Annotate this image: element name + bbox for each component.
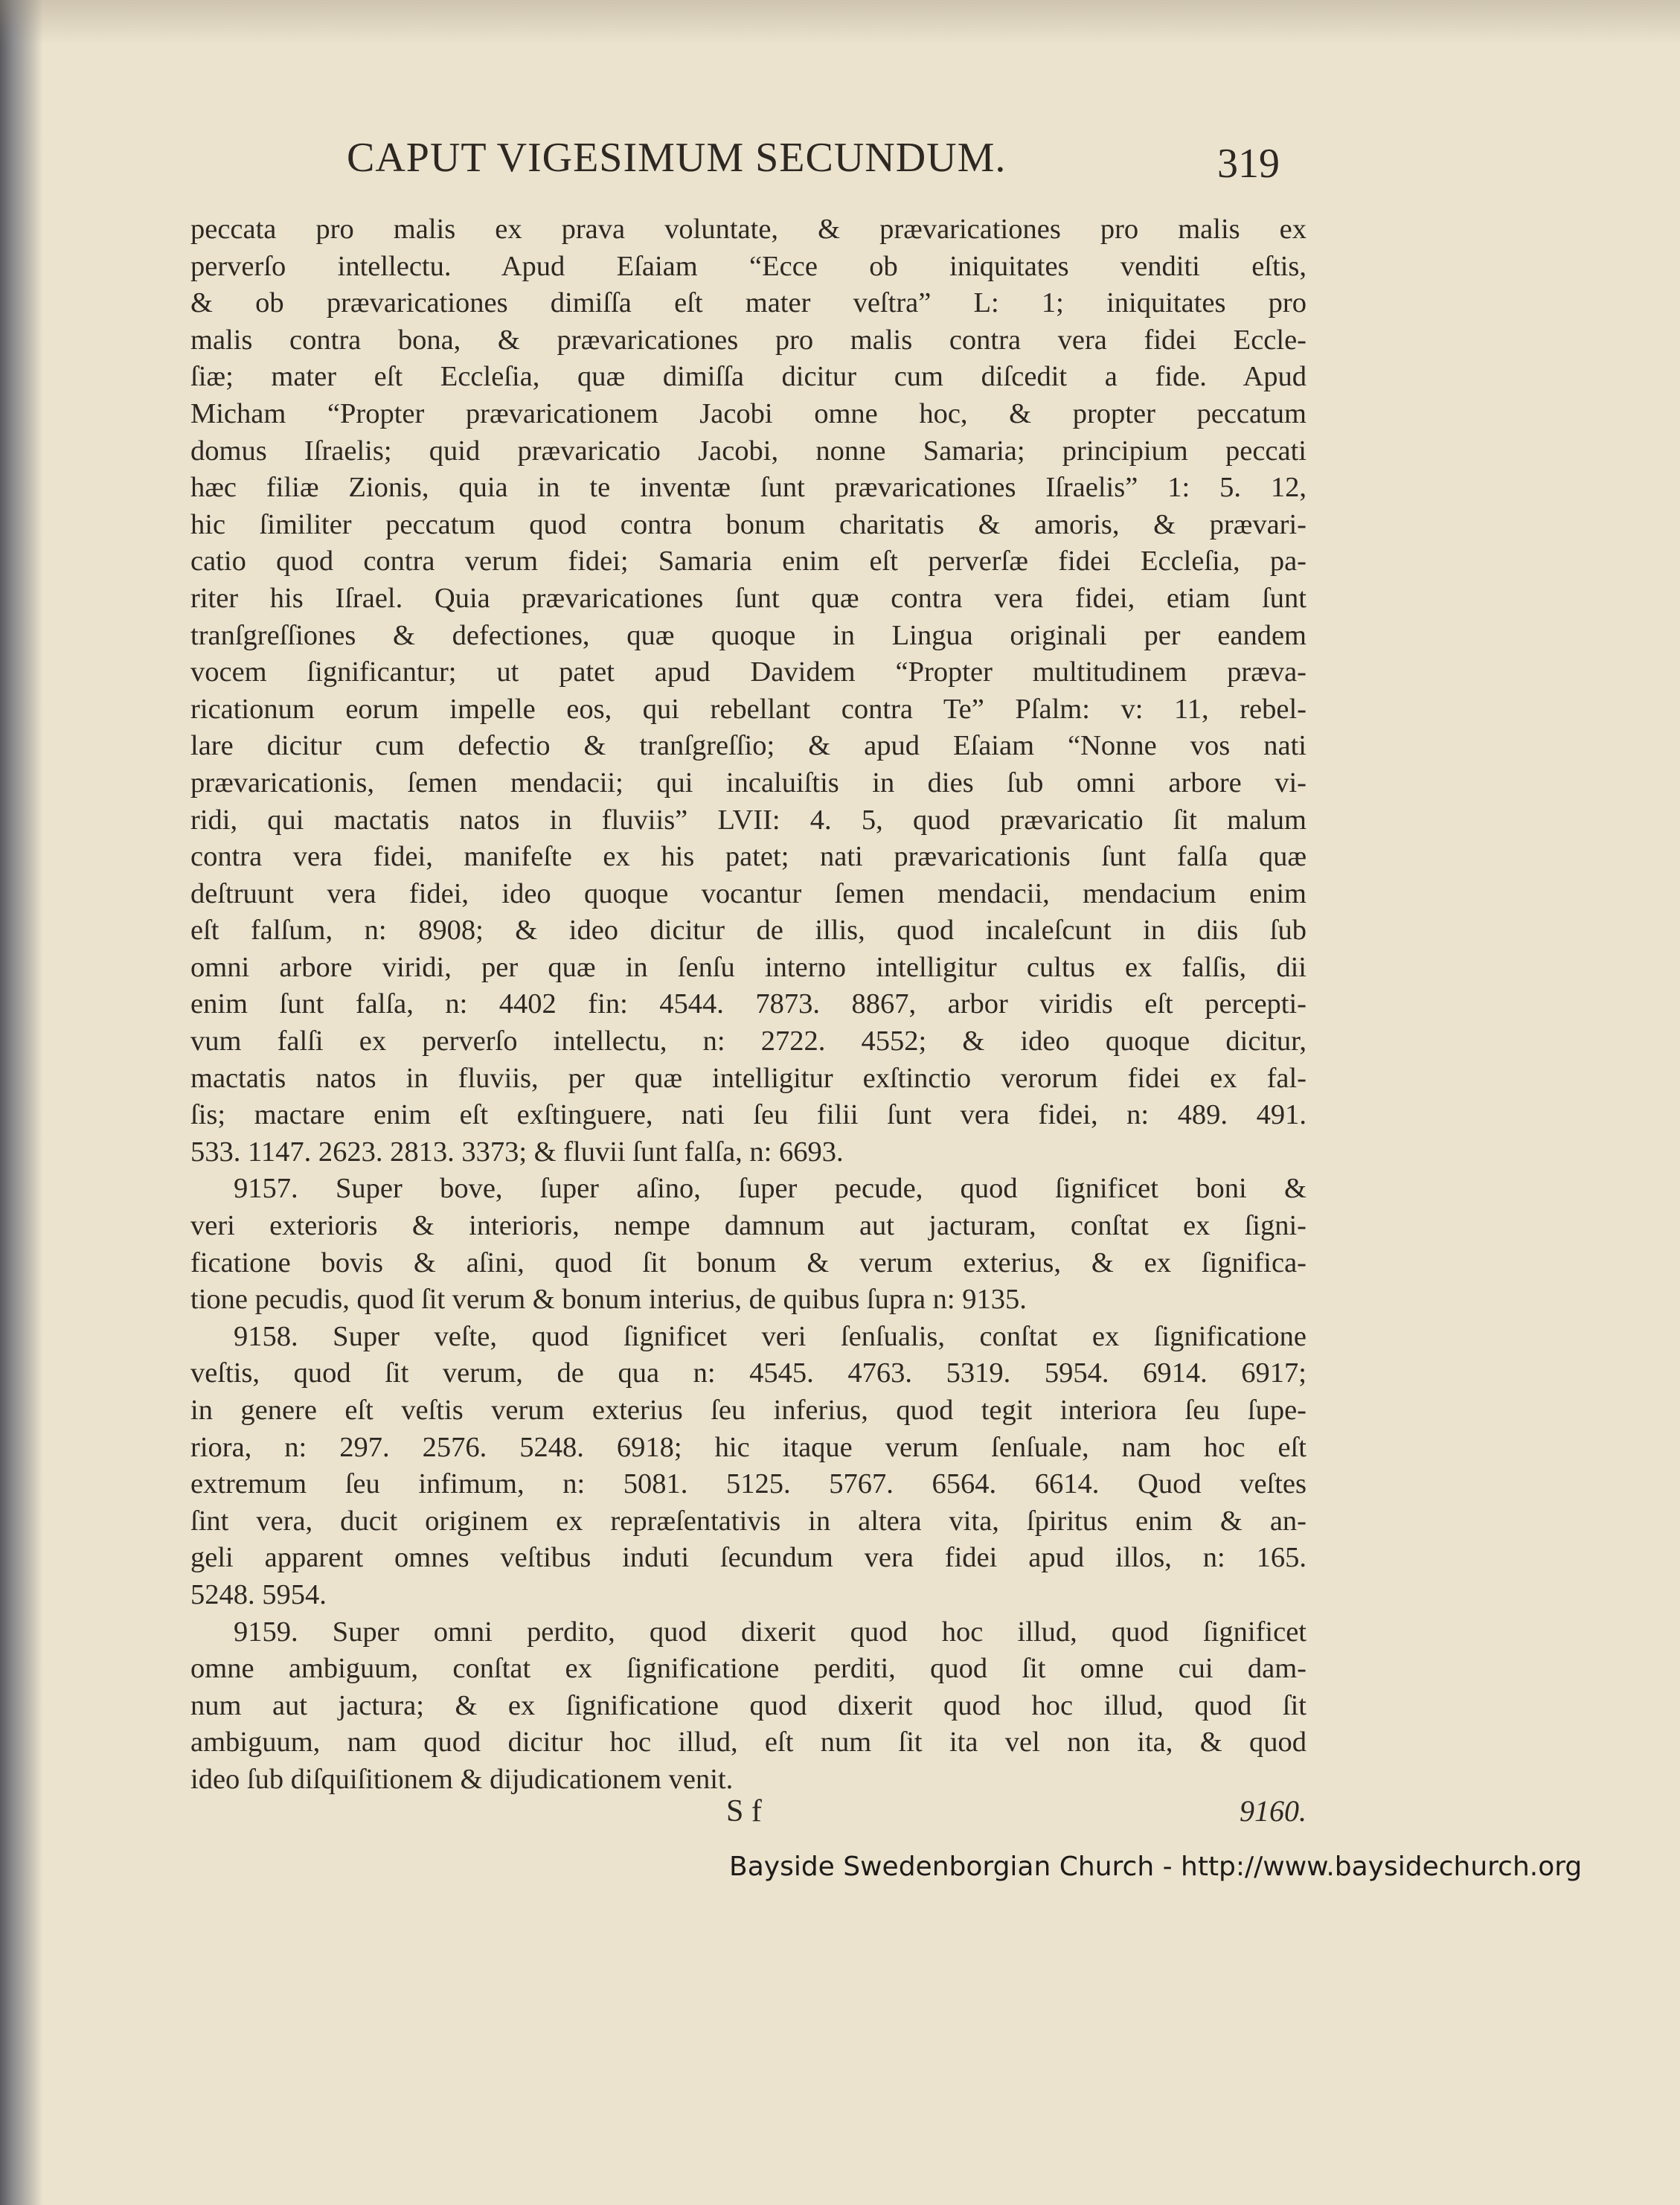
text-line: veſtis, quod ſit verum, de qua n: 4545. 4763. 5319. 5954. 6914. 6917; — [190, 1357, 1307, 1389]
book-spine-shadow — [0, 0, 43, 2205]
text-line: vocem ſignificantur; ut patet apud Davidem “Propter multitudinem præva- — [190, 656, 1307, 688]
signature-mark: S f — [726, 1794, 762, 1828]
text-line: hic ſimiliter peccatum quod contra bonum charitatis & amoris, & prævari- — [190, 508, 1307, 540]
text-line: perverſo intellectu. Apud Eſaiam “Ecce ob iniquitates venditi eſtis, — [190, 250, 1307, 282]
text-line: ſint vera, ducit originem ex repræſentativis in altera vita, ſpiritus enim & an- — [190, 1505, 1307, 1537]
text-line: contra vera fidei, manifeſte ex his patet; nati prævaricationis ſunt falſa quæ — [190, 841, 1307, 873]
text-line: hæc filiæ Zionis, quia in te inventæ ſunt prævaricationes Iſraelis” 1: 5. 12, — [190, 472, 1307, 504]
text-line: enim ſunt falſa, n: 4402 fin: 4544. 7873. 8867, arbor viridis eſt percepti- — [190, 988, 1307, 1020]
text-line: riter his Iſrael. Quia prævaricationes ſunt quæ contra vera fidei, etiam ſunt — [190, 582, 1307, 614]
text-line: ideo ſub diſquiſitionem & dijudicationem venit. — [190, 1763, 734, 1795]
text-line: extremum ſeu infimum, n: 5081. 5125. 5767. 6564. 6614. Quod veſtes — [190, 1468, 1307, 1500]
watermark-caption: Bayside Swedenborgian Church - http://www.baysidechurch.org — [729, 1852, 1583, 1882]
text-line: vum falſi ex perverſo intellectu, n: 2722. 4552; & ideo quoque dicitur, — [190, 1025, 1307, 1057]
text-line: ridi, qui mactatis natos in fluviis” LVII: 4. 5, quod prævaricatio ſit malum — [190, 804, 1307, 836]
paragraph-9158-start: 9158. Super veſte, quod ſignificet veri ſenſualis, conſtat ex ſignificatione — [234, 1320, 1307, 1352]
text-line: deſtruunt vera fidei, ideo quoque vocantur ſemen mendacii, mendacium enim — [190, 877, 1307, 909]
text-line: in genere eſt veſtis verum exterius ſeu inferius, quod tegit interiora ſeu ſupe- — [190, 1395, 1307, 1426]
catchword: 9160. — [1240, 1794, 1307, 1828]
page-footer — [190, 1793, 1307, 1838]
text-line: ſiæ; mater eſt Eccleſia, quæ dimiſſa dicitur cum diſcedit a fide. Apud — [190, 361, 1307, 393]
running-head: CAPUT VIGESIMUM SECUNDUM. — [347, 135, 1007, 181]
text-line: ambiguum, nam quod dicitur hoc illud, eſt num ſit ita vel non ita, & quod — [190, 1726, 1307, 1758]
text-line: riora, n: 297. 2576. 5248. 6918; hic itaque verum ſenſuale, nam hoc eſt — [190, 1431, 1307, 1463]
paragraph-9159-start: 9159. Super omni perdito, quod dixerit quod hoc illud, quod ſignificet — [234, 1616, 1307, 1648]
text-line: ficatione bovis & aſini, quod ſit bonum & verum exterius, & ex ſignifica- — [190, 1246, 1307, 1278]
text-line: prævaricationis, ſemen mendacii; qui incaluiſtis in dies ſub omni arbore vi- — [190, 767, 1307, 799]
paragraph-9157-start: 9157. Super bove, ſuper aſino, ſuper pecude, quod ſignificet boni & — [234, 1173, 1307, 1205]
text-line: Micham “Propter prævaricationem Jacobi omne hoc, & propter peccatum — [190, 397, 1307, 429]
text-line: malis contra bona, & prævaricationes pro malis contra vera fidei Eccle- — [190, 324, 1307, 356]
text-line: tione pecudis, quod ſit verum & bonum interius, de quibus ſupra n: 9135. — [190, 1284, 1027, 1316]
page-header — [193, 134, 1309, 193]
text-line: peccata pro malis ex prava voluntate, & prævaricationes pro malis ex — [190, 214, 1307, 245]
text-line: 5248. 5954. — [190, 1578, 327, 1610]
page-top-shading — [0, 0, 1680, 45]
text-line: veri exterioris & interioris, nempe damnum aut jacturam, conſtat ex ſigni- — [190, 1210, 1307, 1242]
text-line: omni arbore viridi, per quæ in ſenſu interno intelligitur cultus ex falſis, dii — [190, 951, 1307, 983]
text-line: tranſgreſſiones & defectiones, quæ quoque in Lingua originali per eandem — [190, 619, 1307, 651]
text-line: omne ambiguum, conſtat ex ſignificatione perditi, quod ſit omne cui dam- — [190, 1653, 1307, 1685]
page-number: 319 — [1217, 141, 1280, 187]
text-line: ſis; mactare enim eſt exſtinguere, nati ſeu filii ſunt vera fidei, n: 489. 491. — [190, 1099, 1307, 1131]
text-line: geli apparent omnes veſtibus induti ſecundum vera fidei apud illos, n: 165. — [190, 1542, 1307, 1574]
text-line: & ob prævaricationes dimiſſa eſt mater veſtra” L: 1; iniquitates pro — [190, 287, 1307, 319]
text-line: eſt falſum, n: 8908; & ideo dicitur de illis, quod incaleſcunt in diis ſub — [190, 915, 1307, 947]
text-line: domus Iſraelis; quid prævaricatio Jacobi, nonne Samaria; principium peccati — [190, 435, 1307, 467]
text-line: ricationum eorum impelle eos, qui rebellant contra Te” Pſalm: v: 11, rebel- — [190, 693, 1307, 725]
text-line: mactatis natos in fluviis, per quæ intelligitur exſtinctio verorum fidei ex fal- — [190, 1062, 1307, 1094]
text-line: lare dicitur cum defectio & tranſgreſſio; & apud Eſaiam “Nonne vos nati — [190, 730, 1307, 762]
text-line: catio quod contra verum fidei; Samaria enim eſt perverſæ fidei Eccleſia, pa- — [190, 545, 1307, 577]
text-line: num aut jactura; & ex ſignificatione quod dixerit quod hoc illud, quod ſit — [190, 1689, 1307, 1721]
text-line: 533. 1147. 2623. 2813. 3373; & fluvii ſunt falſa, n: 6693. — [190, 1136, 844, 1168]
body-text — [190, 211, 1307, 1799]
